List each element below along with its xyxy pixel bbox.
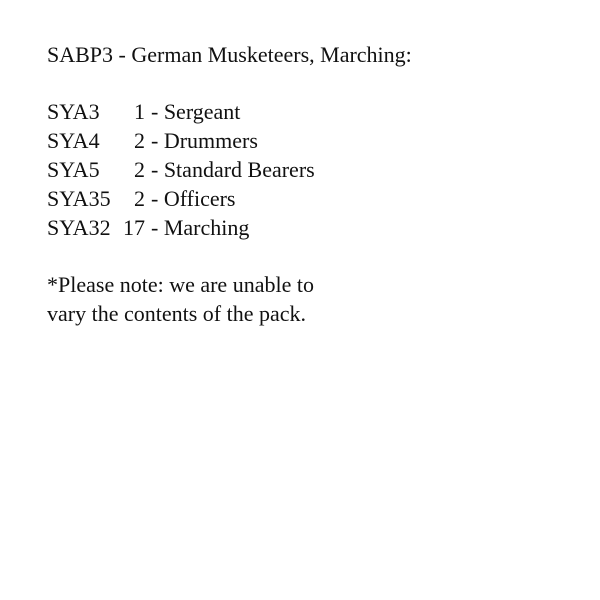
list-item [47,126,587,155]
pack-contents-document [47,40,587,328]
list-item [47,97,587,126]
note-line: *Please note: we are unable to [47,272,314,297]
item-quantity: 2 [134,128,145,153]
list-item [47,184,587,213]
item-quantity: 17 [123,215,145,240]
pack-note [47,270,587,328]
item-quantity: 1 [134,99,145,124]
item-description: - Drummers [151,128,258,153]
item-description: - Marching [151,215,250,240]
list-item [47,213,587,242]
item-description: - Officers [151,186,236,211]
pack-title: SABP3 - German Musketeers, Marching: [47,42,412,67]
item-code: SYA4 [47,128,100,153]
note-line: vary the contents of the pack. [47,301,307,326]
item-code: SYA35 [47,186,111,211]
item-quantity: 2 [134,186,145,211]
item-code: SYA5 [47,157,100,182]
item-description: - Sergeant [151,99,241,124]
item-description: - Standard Bearers [151,157,315,182]
item-code: SYA3 [47,99,100,124]
contents-list [47,97,587,242]
item-quantity: 2 [134,157,145,182]
item-code: SYA32 [47,215,111,240]
list-item [47,155,587,184]
